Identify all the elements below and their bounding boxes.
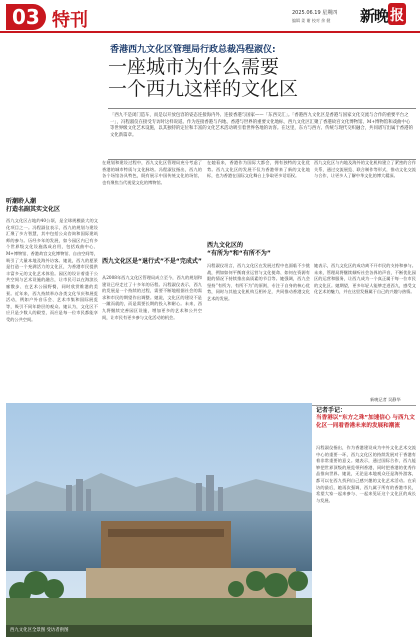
- issue-date: 2025.06.19 星期四: [292, 10, 338, 16]
- body-column-3-bottom: 冯程淑仪坦言，西九文化区在发展过程中也面临不少挑战，例如如何平衡商业运营与文化使命、如何在资源有限的情况下持续推出高质素的节目等。她强调，西九会坚持“有所为、有所不为”的原则，专注于自身的核心优势，同时与其他文化机构互相补足，共同推动香港文化艺术的发展。: [207, 263, 310, 301]
- logo-mark-glyph: 报: [390, 8, 404, 24]
- subheading-2-line-2: “有所为”和“有所不为”: [207, 250, 271, 257]
- body-column-3-top: 在她看来，香港作为国际大都会，拥有独特的文化优势。西九文化区的发展不仅为香港带来了新的文化地标，也为香港在国际文化舞台上争取更多话语权。: [207, 160, 310, 179]
- side-title-line-1: 听潮聆人潮: [6, 198, 37, 205]
- side-title-line-2: 打造名副其实文化区: [6, 206, 61, 213]
- museum-band: [108, 529, 224, 537]
- body-column-2-top: 在规划和建设过程中，西九文化区管理局充分考虑了香港的城市特质与文化脉络。冯程淑仪指出，西九的各个场馆各具特色，既有展示中国传统文化的场馆，也有聚焦当代视觉文化的博物馆。: [102, 160, 202, 185]
- harbour-photo: [6, 403, 312, 637]
- section-number: 03: [12, 5, 40, 29]
- commentary-body: 冯程淑仪指出，作为香港建设成为中外文化艺术交流中心的重要一环，西九文化区的持续发展对于香港有着非常重要的意义。她表示，通过国际合作，西九能够把世界顶级的展览带到香港，同时把香港的优秀作品推向世界。她说，无论是本地观众还是海外游客，都可以在西九找到自己感兴趣的文化艺术活动。在采访的最后，她再次强调，西九属于所有的香港市民，希望大家一起来参与、一起来见证这个文化区的成长与发展。: [316, 445, 416, 503]
- newspaper-logo: [360, 3, 416, 31]
- article-headline: [108, 56, 408, 100]
- body-column-4-top: 西九文化区与内地及海外的文化机构建立了紧密的合作关系，通过交流展览、联合制作等形式，推动文化交流与合作，让更多人了解中华文化的博大精深。: [314, 160, 416, 179]
- photo-illustration: [6, 403, 312, 637]
- header-rule: [0, 31, 420, 33]
- article-kicker: 香港西九文化区管理局行政总裁冯程淑仪:: [110, 45, 276, 55]
- byline: 新晚记者 吴静华: [370, 397, 401, 402]
- logo-mark: [388, 3, 406, 25]
- editor-credit: 编辑 姜 谢 校对 余 健: [292, 18, 331, 23]
- body-column-1: 西九文化区占地约40公顷，是全球规模最大的文化项目之一。冯程淑仪表示，西九的规划与建设汇聚了多方智慧，其中包括公众咨询和国际建筑师的参与。历经多年的发展，如今园区内已有多个世界级文化设施落成启用，包括戏曲中心、M+博物馆、香港故宫文化博物馆、自由空间等，吸引了大量本地及海外访客。她说，西九的愿景是打造一个充满活力的文化区，为香港市民提供丰富多元的文化艺术体验。园区的设计着重于公共空间与艺术设施的融合，让市民可以在海滨长廊散步、在艺术公园野餐，同时欣赏维港的美景。近年来，西九持续举办各类文化节庆和展览活动，例如户外音乐会、艺术市集和国际展览等，吸引不同年龄层的观众。她认为，文化区不应只是少数人的殿堂，而应是每一位市民都能享受的公共空间。: [6, 218, 98, 322]
- body-column-2-bottom: 从2008年西九文化区管理局成立至今，西九的规划和建设已经走过了十多年的历程。冯程淑仪表示，西九的发展是一个持续的过程，需要不断地根据社会的需求和市民的期望作出调整。她说，文化区的建设不是一蹴而就的，而是需要长期的投入和耐心。未来，西九将继续完善园区设施，增加更多的艺术和公共空间，让市民有更多参与文化活动的机会。: [102, 275, 202, 320]
- commentary-title: 当香港以“东方之珠”加速信心 与西九文化区一同看香港未来的发展和潮流: [316, 415, 415, 429]
- headline-line-2: 一个西九这样的文化区: [108, 78, 299, 100]
- logo-text: 新晚: [360, 7, 389, 25]
- subheading-2-line-1: 西九文化区的: [207, 242, 244, 249]
- commentary-label: 记者手记：: [316, 407, 347, 414]
- photo-caption: 西九文化区全景图 受访者供图: [10, 628, 69, 633]
- subheading-1: 西九文化区是“退行式”不是“完成式”: [102, 258, 202, 265]
- section-name: 特刊: [52, 10, 88, 31]
- article-intro: 「西九不是闭门造车，而是以开放包容的姿态连接海内外、连接香港与国家——「东西交汇」。「香港西九文化区是香港与国家文化交流与合作的重要平台之一」，冯程淑仪在接受专访时这样说道。作为连接香港与内地、香港与世界的重要文化地标，西九文化区汇聚了香港故宫文化博物馆、M+博物馆和戏曲中心等世界级文化艺术设施，以其独特的定位和丰富的文化艺术活动吸引着世界各地的访客。在这里，东方与西方、传统与现代交织融合，共同谱写出属于香港的文化新篇章。: [108, 108, 416, 160]
- museum-building: [101, 521, 231, 573]
- page-header: [0, 0, 420, 30]
- side-column-title: [6, 198, 96, 214]
- headline-line-1: 一座城市为什么需要: [108, 56, 280, 78]
- body-column-4-bottom: 她表示，西九文化区的成功离不开市民的支持和参与。未来，管理局将继续倾听社会各界的声音，不断优化园区的运营和服务，让西九成为一个真正属于每一位市民的文化区。她期望，更多年轻人能够走进西九，感受文化艺术的魅力，并在这里发掘属于自己的兴趣与热情。: [314, 263, 416, 295]
